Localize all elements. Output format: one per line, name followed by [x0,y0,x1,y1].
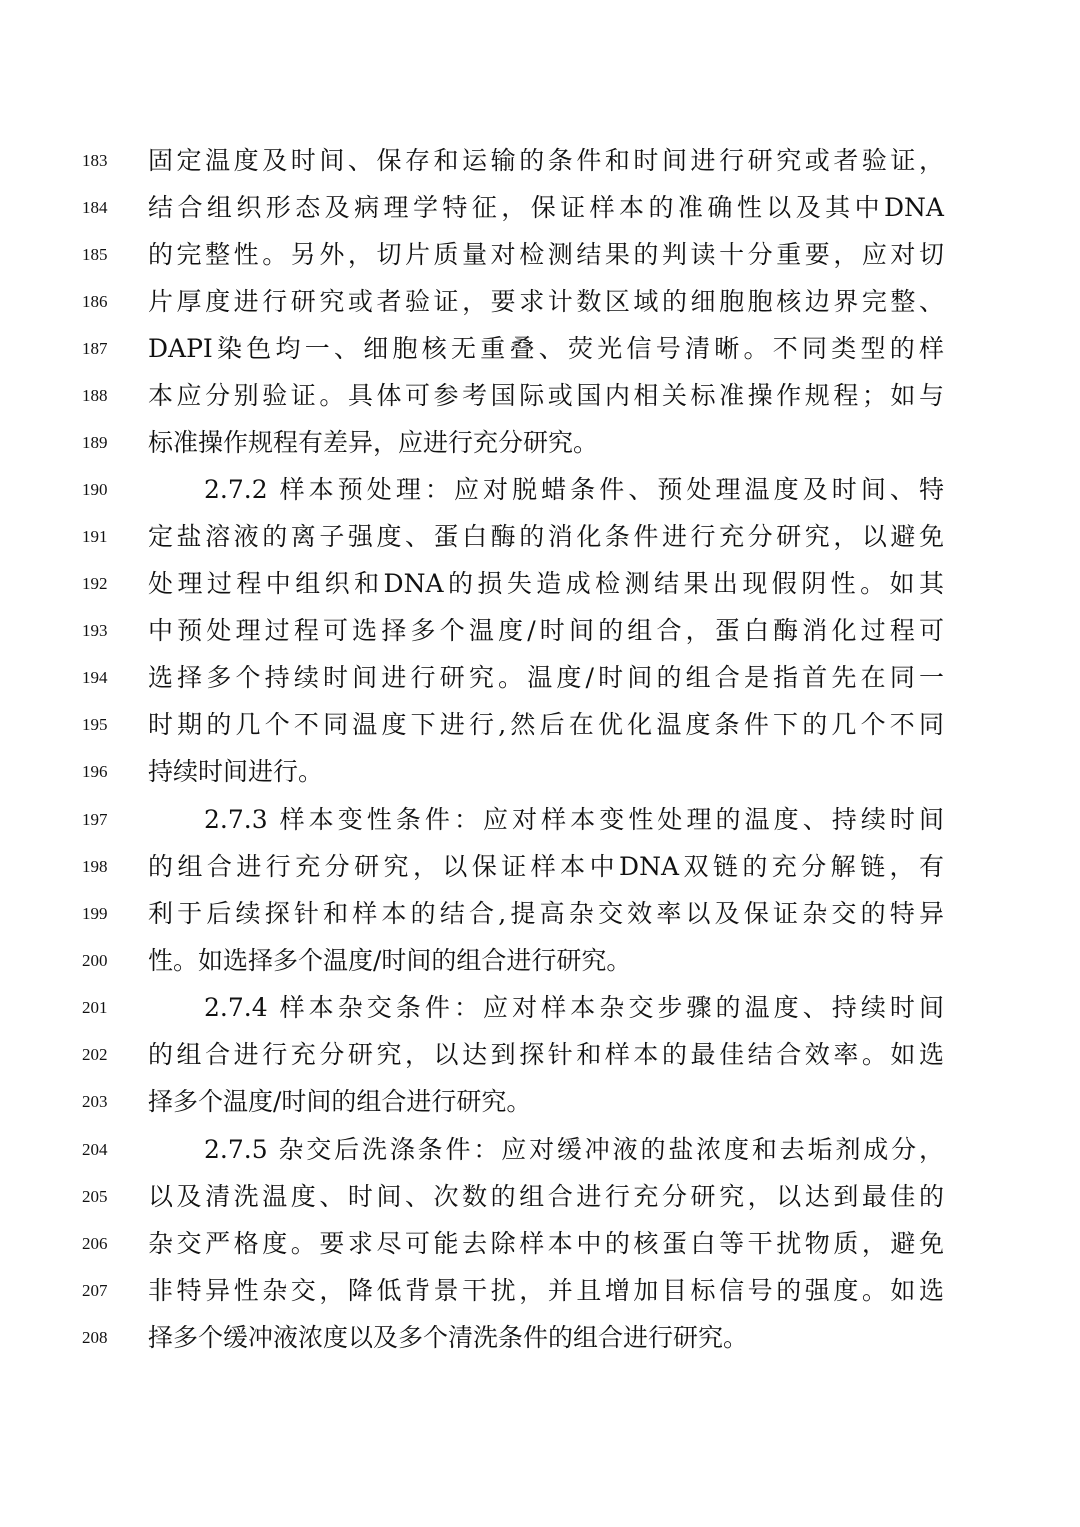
line-number: 201 [82,998,108,1017]
line-text: DAPI染色均一、细胞核无重叠、荧光信号清晰。不同类型的样 [148,334,944,363]
text-line [0,184,1080,231]
text-line [0,796,1080,843]
line-number: 189 [82,433,108,452]
line-text: 时期的几个不同温度下进行,然后在优化温度条件下的几个不同 [148,710,944,739]
line-text: 的组合进行充分研究，以保证样本中DNA双链的充分解链，有 [148,852,944,881]
line-text: 本应分别验证。具体可参考国际或国内相关标准操作规程；如与 [148,381,944,410]
line-text: 杂交严格度。要求尽可能去除样本中的核蛋白等干扰物质，避免 [148,1229,944,1258]
text-line [0,843,1080,890]
text-line [0,1078,1080,1125]
line-number: 204 [82,1140,108,1159]
line-text: 择多个缓冲液浓度以及多个清洗条件的组合进行研究。 [148,1323,749,1352]
text-line [0,1220,1080,1267]
text-line [0,325,1080,372]
line-number: 202 [82,1045,108,1064]
line-number: 186 [82,292,108,311]
text-line [0,1031,1080,1078]
text-line [0,137,1080,184]
line-text: 标准操作规程有差异，应进行充分研究。 [148,428,599,457]
text-line [0,560,1080,607]
line-number: 183 [82,151,108,170]
section-heading-line: 2.7.2 样本预处理：应对脱蜡条件、预处理温度及时间、特 [204,475,944,504]
line-text: 以及清洗温度、时间、次数的组合进行充分研究，以达到最佳的 [148,1182,944,1211]
line-number: 207 [82,1281,108,1300]
text-line [0,278,1080,325]
line-number: 197 [82,810,108,829]
text-line [0,1173,1080,1220]
line-text: 选择多个持续时间进行研究。温度/时间的组合是指首先在同一 [148,663,944,692]
line-text: 的完整性。另外，切片质量对检测结果的判读十分重要，应对切 [148,240,944,269]
line-number: 192 [82,574,108,593]
text-line [0,748,1080,795]
line-number: 185 [82,245,108,264]
line-number: 188 [82,386,108,405]
line-text: 利于后续探针和样本的结合,提高杂交效率以及保证杂交的特异 [148,899,944,928]
line-text: 中预处理过程可选择多个温度/时间的组合，蛋白酶消化过程可 [148,616,944,645]
text-line [0,466,1080,513]
line-text: 定盐溶液的离子强度、蛋白酶的消化条件进行充分研究，以避免 [148,522,944,551]
section-heading-line: 2.7.5 杂交后洗涤条件：应对缓冲液的盐浓度和去垢剂成分， [204,1135,944,1164]
line-number: 190 [82,480,108,499]
line-number: 200 [82,951,108,970]
text-line [0,513,1080,560]
line-number: 187 [82,339,108,358]
line-number: 205 [82,1187,108,1206]
section-heading-line: 2.7.3 样本变性条件：应对样本变性处理的温度、持续时间 [204,805,944,834]
text-line [0,419,1080,466]
line-text: 持续时间进行。 [148,757,324,786]
line-text: 择多个温度/时间的组合进行研究。 [148,1087,532,1116]
text-line [0,654,1080,701]
line-number: 203 [82,1092,108,1111]
section-heading-line: 2.7.4 样本杂交条件：应对样本杂交步骤的温度、持续时间 [204,993,944,1022]
text-line [0,890,1080,937]
line-number: 196 [82,762,108,781]
line-number: 206 [82,1234,108,1253]
line-number: 198 [82,857,108,876]
text-line [0,372,1080,419]
line-text: 的组合进行充分研究，以达到探针和样本的最佳结合效率。如选 [148,1040,944,1069]
text-line [0,701,1080,748]
text-line [0,937,1080,984]
line-number: 193 [82,621,108,640]
line-number: 195 [82,715,108,734]
text-line [0,1126,1080,1173]
text-line [0,1267,1080,1314]
line-text: 非特异性杂交，降低背景干扰，并且增加目标信号的强度。如选 [148,1276,944,1305]
text-line [0,231,1080,278]
line-number: 194 [82,668,108,687]
text-line [0,984,1080,1031]
line-number: 191 [82,527,108,546]
line-number: 199 [82,904,108,923]
line-text: 片厚度进行研究或者验证，要求计数区域的细胞胞核边界完整、 [148,287,944,316]
line-text: 处理过程中组织和DNA的损失造成检测结果出现假阴性。如其 [148,569,944,598]
text-line [0,1314,1080,1361]
line-text: 固定温度及时间、保存和运输的条件和时间进行研究或者验证， [148,146,944,175]
line-number: 208 [82,1328,108,1347]
text-line [0,607,1080,654]
line-text: 性。如选择多个温度/时间的组合进行研究。 [148,946,632,975]
line-text: 结合组织形态及病理学特征，保证样本的准确性以及其中DNA [148,193,944,222]
line-number: 184 [82,198,108,217]
